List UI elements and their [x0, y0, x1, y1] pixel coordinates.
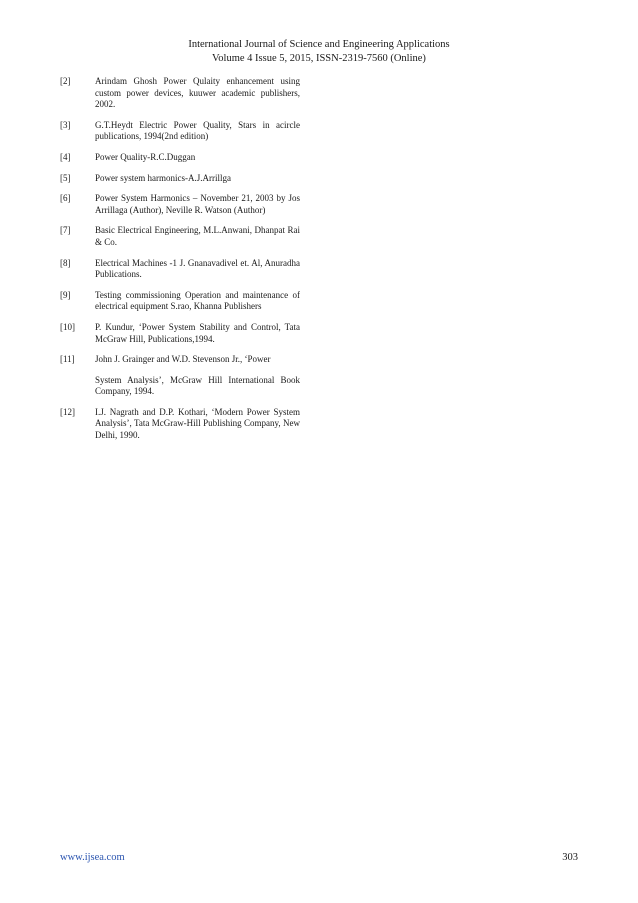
- reference-text: Power Quality-R.C.Duggan: [95, 151, 196, 162]
- reference-number: [12]: [60, 406, 75, 417]
- reference-item: [60, 290, 300, 313]
- reference-text: Arindam Ghosh Power Qulaity enhancement using custom power devices, kuuwer academic publishers, 2002.: [95, 76, 300, 110]
- page-number: 303: [562, 852, 578, 863]
- reference-list: [60, 76, 300, 451]
- reference-number: [2]: [60, 76, 71, 86]
- journal-website-link[interactable]: www.ijsea.com: [60, 852, 125, 863]
- reference-text: Testing commissioning Operation and maintenance of electrical equipment S.rao, Khanna Publishers: [95, 289, 300, 312]
- reference-number: [7]: [60, 225, 71, 236]
- reference-text: Electrical Machines -1 J. Gnanavadivel et. Al, Anuradha Publications.: [95, 257, 300, 280]
- reference-text: John J. Grainger and W.D. Stevenson Jr., ‘Power: [95, 354, 271, 365]
- reference-item: [60, 152, 300, 164]
- reference-item: [60, 76, 300, 111]
- reference-item: [60, 407, 300, 442]
- reference-number: [6]: [60, 193, 71, 204]
- journal-header: [0, 38, 638, 66]
- reference-item: [60, 173, 300, 185]
- reference-number: [5]: [60, 172, 71, 183]
- reference-number: [10]: [60, 321, 75, 332]
- reference-number: [4]: [60, 151, 71, 162]
- reference-item: [60, 120, 300, 143]
- reference-number: [11]: [60, 354, 75, 365]
- reference-text: Basic Electrical Engineering, M.L.Anwani, Dhanpat Rai & Co.: [95, 225, 300, 247]
- reference-item: [60, 193, 300, 216]
- reference-number: [3]: [60, 119, 71, 130]
- reference-item: [60, 258, 300, 281]
- reference-text: Power system harmonics-A.J.Arrillga: [95, 172, 231, 183]
- reference-text: G.T.Heydt Electric Power Quality, Stars in acircle publications, 1994(2nd edition): [95, 119, 300, 142]
- journal-title: International Journal of Science and Engineering Applications: [188, 39, 450, 50]
- reference-item: [60, 354, 300, 398]
- reference-text-continued: System Analysis’, McGraw Hill International Book Company, 1994.: [95, 374, 300, 397]
- reference-item: [60, 322, 300, 345]
- reference-number: [8]: [60, 257, 71, 268]
- reference-text: Power System Harmonics – November 21, 2003 by Jos Arrillaga (Author), Neville R. Watson (Author): [95, 193, 300, 215]
- reference-item: [60, 225, 300, 248]
- reference-text: I.J. Nagrath and D.P. Kothari, ‘Modern Power System Analysis’, Tata McGraw-Hill Publishing Company, New Delhi, 1990.: [95, 406, 300, 441]
- reference-number: [9]: [60, 289, 71, 300]
- reference-text: P. Kundur, ‘Power System Stability and Control, Tata McGraw Hill, Publications,1994.: [95, 321, 300, 344]
- journal-volume-issn: Volume 4 Issue 5, 2015, ISSN-2319-7560 (Online): [212, 53, 426, 64]
